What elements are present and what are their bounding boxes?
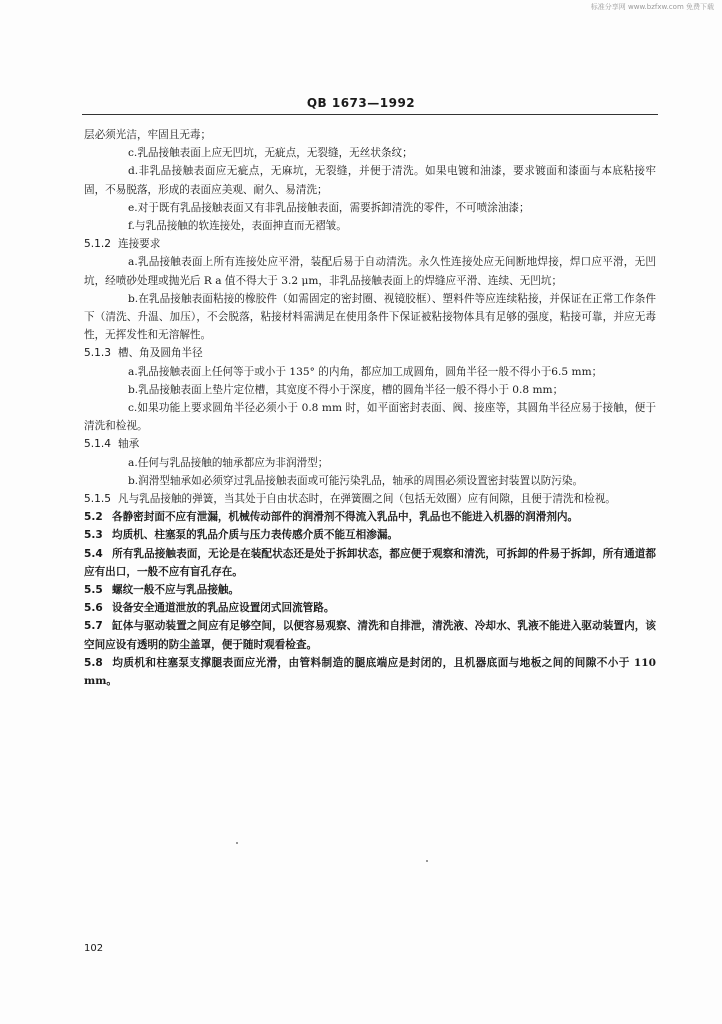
scan-speck [236,842,238,844]
clause-text: 设备安全通道泄放的乳品应设置闭式回流管路。 [112,602,335,615]
section-number: 5.2 [84,511,103,524]
list-item-d [84,162,656,198]
clause-5-1-5 [84,490,656,508]
header-rule [82,114,658,115]
section-title: 槽、角及圆角半径 [118,347,203,360]
list-item-f [84,217,656,235]
standard-code-header: QB 1673—1992 [306,96,416,110]
section-heading-5-1-2 [84,235,656,253]
section-number: 5.1.4 [84,438,111,451]
watermark-text: 标准分享网 www.bzfxw.com 免费下载 [590,3,714,11]
item-label: a. [128,456,138,469]
item-text: 乳品接触表面上垫片定位槽，其宽度不得小于深度，槽的圆角半径一般不得小于 0.8 mm； [138,383,564,396]
section-heading-5-1-4 [84,435,656,453]
item-label: a. [128,365,138,378]
item-text: 乳品接触表面上所有连接处应平滑，装配后易于自动清洗。永久性连接处应无间断地焊接，焊口应平滑，无凹坑，经喷砂处理或抛光后 R a 值不得大于 3.2 μm，非乳品接触表面上的焊缝应平滑、连续、无凹坑； [84,256,656,287]
paragraph-continuation: 层必须光洁，牢固且无毒； [84,129,212,141]
item-text: 乳品接触表面上任何等于或小于 135° 的内角，都应加工成圆角，圆角半径一般不得小于6.5 mm； [137,365,603,378]
item-label: c. [128,402,138,415]
clause-text: 所有乳品接触表面，无论是在装配状态还是处于拆卸状态，都应便于观察和清洗，可拆卸的件易于拆卸，所有通道都应有出口，一般不应有盲孔存在。 [84,547,656,578]
clause-text: 凡与乳品接触的弹簧，当其处于自由状态时，在弹簧圈之间（包括无效圈）应有间隙，且便于清洗和检视。 [118,493,616,506]
item-label: d. [128,165,139,178]
section-title: 轴承 [118,438,140,451]
clause-text: 缸体与驱动装置之间应有足够空间，以便容易观察、清洗和自排泄，清洗液、冷却水、乳液不能进入驱动装置内，该空间应设有透明的防尘盖罩，便于随时观看检查。 [84,620,656,651]
section-number: 5.7 [84,620,103,633]
item-text: 乳品接触表面上应无凹坑，无疵点，无裂缝，无丝状条纹； [137,147,413,160]
clause-5-4 [84,545,656,581]
list-item-c [84,399,656,435]
list-item-e [84,199,656,217]
scan-speck [426,860,428,862]
document-body [84,126,656,690]
section-number: 5.4 [84,547,103,560]
item-text: 任何与乳品接触的轴承都应为非润滑型； [137,456,329,469]
clause-text: 各静密封面不应有泄漏，机械传动部件的润滑剂不得流入乳品中，乳品也不能进入机器的润滑剂内。 [112,511,579,524]
list-item-c [84,144,656,162]
item-text: 润滑型轴承如必须穿过乳品接触表面或可能污染乳品，轴承的周围必须设置密封装置以防污染。 [138,474,584,487]
list-item-a [84,363,656,381]
item-text: 如果功能上要求圆角半径必须小于 0.8 mm 时，如平面密封表面、阀、接座等，其圆角半径应易于接触，便于清洗和检视。 [84,402,656,433]
clause-5-8 [84,654,656,690]
item-label: f. [128,220,135,233]
list-item-b [84,381,656,399]
section-title: 连接要求 [118,238,161,251]
section-number: 5.5 [84,584,103,597]
item-label: a. [128,256,138,269]
section-number: 5.1.2 [84,238,111,251]
section-heading-5-1-3 [84,344,656,362]
list-item-b [84,472,656,490]
item-label: c. [128,147,138,160]
clause-5-5 [84,581,656,599]
section-number: 5.1.3 [84,347,111,360]
item-text: 在乳品接触表面粘接的橡胶件（如需固定的密封圈、视镜胶框）、塑料件等应连续粘接，并保证在正常工作条件下（清洗、升温、加压），不会脱落，粘接材料需满足在使用条件下保证被粘接物体具有足够的强度，粘接可靠，并应无毒性，无挥发性和无溶解性。 [84,292,656,342]
clause-text: 均质机、柱塞泵的乳品介质与压力表传感介质不能互相渗漏。 [112,529,399,542]
section-number: 5.8 [84,656,103,669]
item-label: b. [128,292,139,305]
item-label: b. [128,383,139,396]
clause-text: 螺纹一般不应与乳品接触。 [112,584,240,597]
item-label: b. [128,474,139,487]
section-number: 5.1.5 [84,493,111,506]
item-text: 非乳品接触表面应无疵点，无麻坑，无裂缝，并便于清洗。如果电镀和油漆，要求镀面和漆面与本底粘接牢固，不易脱落，形成的表面应美观、耐久、易清洗； [84,165,656,196]
item-text: 对于既有乳品接触表面又有非乳品接触表面，需要拆卸清洗的零件，不可喷涂油漆； [137,201,530,214]
clause-5-3 [84,526,656,544]
clause-text: 均质机和柱塞泵支撑腿表面应光滑，由管料制造的腿底端应是封闭的，且机器底面与地板之间的间隙不小于 110 mm。 [84,656,656,688]
clause-5-6 [84,599,656,617]
item-text: 与乳品接触的软连接处，表面抻直而无褶皱。 [134,220,347,233]
list-item-a [84,454,656,472]
clause-5-2 [84,508,656,526]
item-label: e. [128,201,138,214]
clause-5-7 [84,617,656,653]
page-number: 102 [84,943,104,954]
list-item-b [84,290,656,345]
section-number: 5.3 [84,529,103,542]
list-item-a [84,253,656,289]
section-number: 5.6 [84,602,103,615]
